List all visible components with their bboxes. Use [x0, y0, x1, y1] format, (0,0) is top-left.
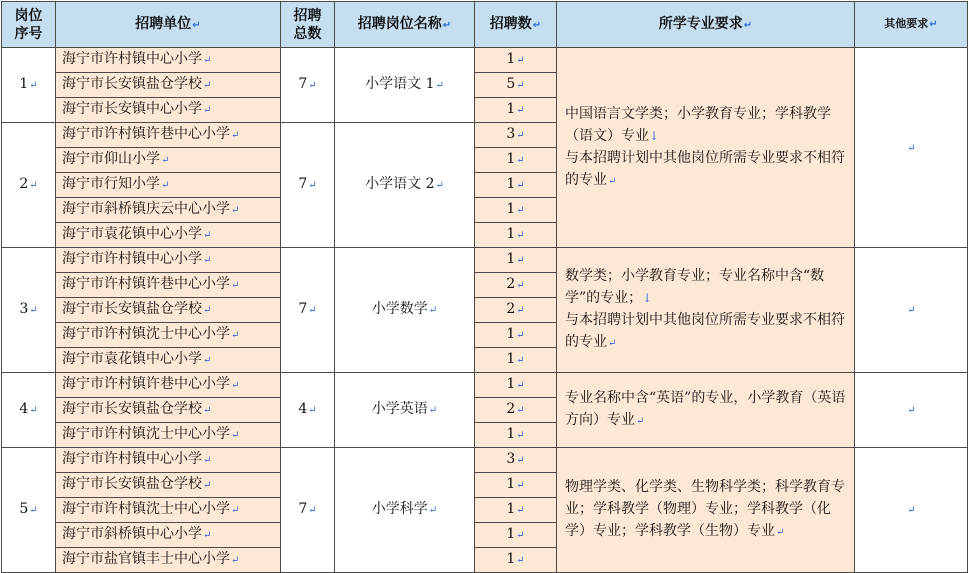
header-total: 招聘 总数: [281, 2, 335, 48]
unit-cell: 海宁市长安镇盐仓学校↵: [56, 298, 281, 323]
requirement-cell: 专业名称中含“英语”的专业，小学教育（英语方向）专业↵: [557, 373, 855, 448]
post-cell: 小学数学↵: [335, 248, 475, 373]
num-cell: 3↵: [475, 448, 557, 473]
header-seq: 岗位 序号: [2, 2, 56, 48]
unit-cell: 海宁市许村镇中心小学↵: [56, 448, 281, 473]
post-cell: 小学语文 1↵: [335, 48, 475, 123]
num-cell: 1↵: [475, 173, 557, 198]
num-cell: 1↵: [475, 323, 557, 348]
other-cell: ↵: [855, 373, 968, 448]
unit-cell: 海宁市盐官镇丰士中心小学↵: [56, 548, 281, 573]
table-row: [2, 448, 968, 473]
unit-cell: 海宁市袁花镇中心小学↵: [56, 223, 281, 248]
unit-cell: 海宁市斜桥镇中心小学↵: [56, 523, 281, 548]
num-cell: 1↵: [475, 148, 557, 173]
unit-cell: 海宁市许村镇沈士中心小学↵: [56, 498, 281, 523]
requirement-cell: 中国语言文学类；小学教育专业；学科教学（语文）专业↓ 与本招聘计划中其他岗位所需专业要求不相符的专业↵: [557, 48, 855, 248]
seq-cell: 2↵: [2, 123, 56, 248]
header-post: 招聘岗位名称↵: [335, 2, 475, 48]
num-cell: 2↵: [475, 398, 557, 423]
unit-cell: 海宁市许村镇沈士中心小学↵: [56, 423, 281, 448]
num-cell: 2↵: [475, 298, 557, 323]
seq-cell: 3↵: [2, 248, 56, 373]
seq-cell: 4↵: [2, 373, 56, 448]
unit-cell: 海宁市长安镇中心小学↵: [56, 98, 281, 123]
post-cell: 小学英语↵: [335, 373, 475, 448]
unit-cell: 海宁市长安镇盐仓学校↵: [56, 473, 281, 498]
other-cell: ↵: [855, 448, 968, 573]
num-cell: 1↵: [475, 48, 557, 73]
unit-cell: 海宁市行知小学↵: [56, 173, 281, 198]
num-cell: 1↵: [475, 98, 557, 123]
recruitment-table: [1, 1, 968, 573]
unit-cell: 海宁市许村镇许巷中心小学↵: [56, 123, 281, 148]
unit-cell: 海宁市许村镇许巷中心小学↵: [56, 373, 281, 398]
unit-cell: 海宁市许村镇沈士中心小学↵: [56, 323, 281, 348]
post-cell: 小学科学↵: [335, 448, 475, 573]
num-cell: 2↵: [475, 273, 557, 298]
header-major: 所学专业要求↵: [557, 2, 855, 48]
unit-cell: 海宁市长安镇盐仓学校↵: [56, 73, 281, 98]
num-cell: 1↵: [475, 248, 557, 273]
unit-cell: 海宁市许村镇中心小学↵: [56, 48, 281, 73]
num-cell: 1↵: [475, 523, 557, 548]
other-cell: ↵: [855, 248, 968, 373]
total-cell: 7↵: [281, 248, 335, 373]
unit-cell: 海宁市许村镇中心小学↵: [56, 248, 281, 273]
num-cell: 1↵: [475, 473, 557, 498]
total-cell: 7↵: [281, 123, 335, 248]
unit-cell: 海宁市许村镇许巷中心小学↵: [56, 273, 281, 298]
header-row: [2, 2, 968, 48]
num-cell: 1↵: [475, 348, 557, 373]
total-cell: 7↵: [281, 48, 335, 123]
requirement-cell: 数学类；小学教育专业；专业名称中含“数学”的专业；↓ 与本招聘计划中其他岗位所需专业要求不相符的专业↵: [557, 248, 855, 373]
table-row: [2, 248, 968, 273]
num-cell: 1↵: [475, 198, 557, 223]
header-other: 其他要求↵: [855, 2, 968, 48]
num-cell: 1↵: [475, 423, 557, 448]
table-row: [2, 373, 968, 398]
seq-cell: 1↵: [2, 48, 56, 123]
seq-cell: 5↵: [2, 448, 56, 573]
num-cell: 1↵: [475, 498, 557, 523]
num-cell: 3↵: [475, 123, 557, 148]
unit-cell: 海宁市斜桥镇庆云中心小学↵: [56, 198, 281, 223]
unit-cell: 海宁市仰山小学↵: [56, 148, 281, 173]
unit-cell: 海宁市长安镇盐仓学校↵: [56, 398, 281, 423]
header-num: 招聘数↵: [475, 2, 557, 48]
post-cell: 小学语文 2↵: [335, 123, 475, 248]
total-cell: 7↵: [281, 448, 335, 573]
num-cell: 1↵: [475, 373, 557, 398]
num-cell: 5↵: [475, 73, 557, 98]
num-cell: 1↵: [475, 548, 557, 573]
other-cell: ↵: [855, 48, 968, 248]
unit-cell: 海宁市袁花镇中心小学↵: [56, 348, 281, 373]
total-cell: 4↵: [281, 373, 335, 448]
requirement-cell: 物理学类、化学类、生物科学类；科学教育专业；学科教学（物理）专业；学科教学（化学）专业；学科教学（生物）专业↵: [557, 448, 855, 573]
num-cell: 1↵: [475, 223, 557, 248]
table-row: [2, 48, 968, 73]
header-unit: 招聘单位↵: [56, 2, 281, 48]
